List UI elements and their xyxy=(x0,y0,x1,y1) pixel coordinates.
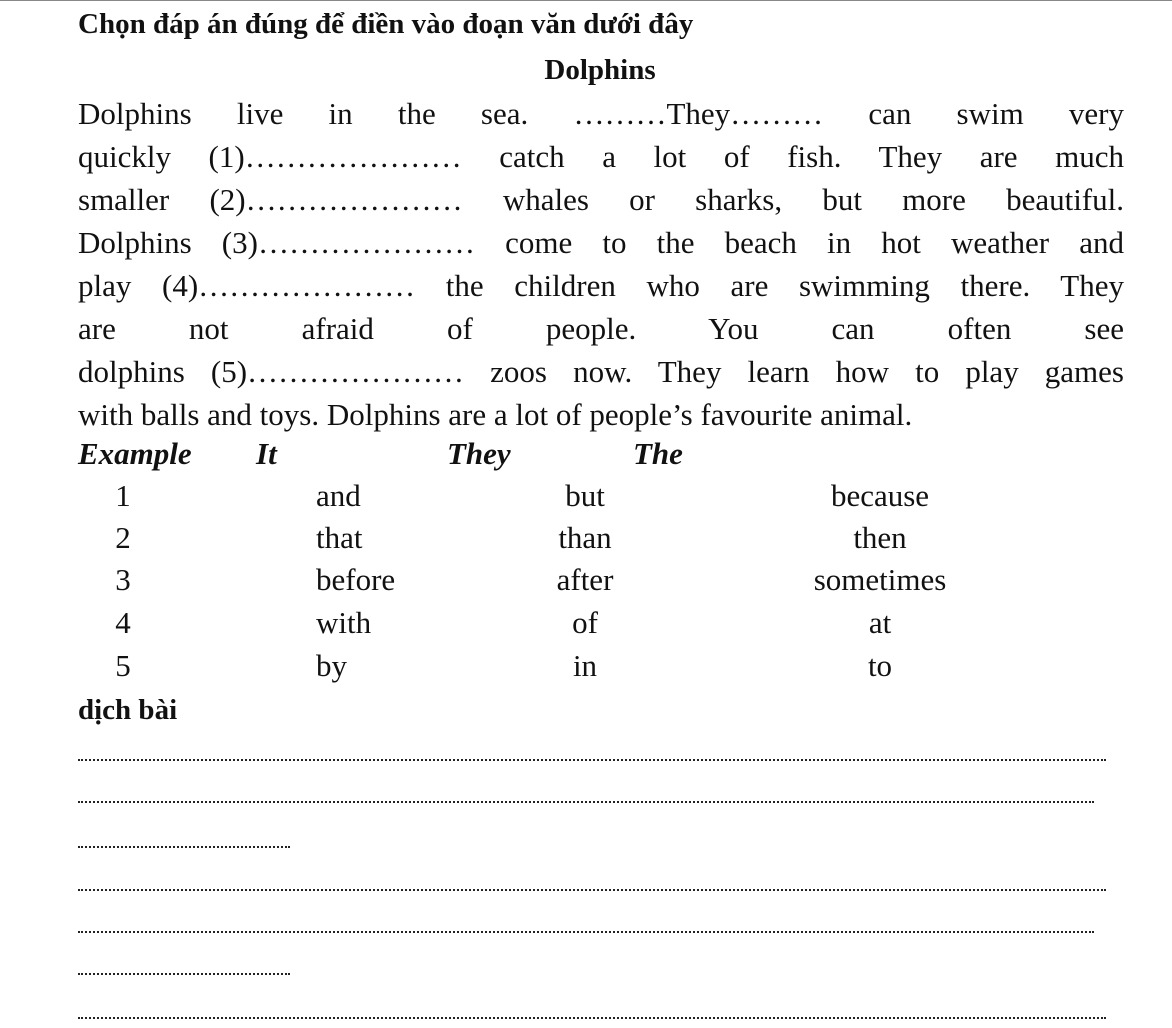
translate-label: dịch bài xyxy=(78,694,178,726)
question-option-b: after xyxy=(556,562,614,597)
question-option-b: in xyxy=(572,648,598,683)
passage-line: with balls and toys. Dolphins are a lot of people’s favourite animal. xyxy=(78,397,913,432)
question-option-c: then xyxy=(853,520,907,555)
question-option-a: before xyxy=(316,562,396,597)
question-option-b: than xyxy=(558,520,612,555)
top-border-line xyxy=(0,0,1172,1)
question-option-c: to xyxy=(867,648,893,683)
answer-dotted-line xyxy=(78,801,1094,803)
example-option-c: The xyxy=(633,436,683,471)
question-option-a: with xyxy=(316,605,372,640)
question-option-b: of xyxy=(572,605,598,640)
passage-line: are not afraid of people. You can often see xyxy=(78,311,1124,346)
answer-dotted-line xyxy=(78,1017,1106,1019)
question-option-c: sometimes xyxy=(813,562,947,597)
passage-line: Dolphins (3)………………… come to the beach in hot weather and xyxy=(78,225,1124,260)
example-option-b: They xyxy=(447,436,511,471)
question-option-a: that xyxy=(316,520,363,555)
question-option-a: and xyxy=(316,478,361,513)
example-option-a: It xyxy=(256,436,277,471)
passage-paragraph xyxy=(78,92,1124,436)
question-option-c: because xyxy=(830,478,930,513)
question-option-c: at xyxy=(868,605,892,640)
instruction-heading: Chọn đáp án đúng để điền vào đoạn văn dưới đây xyxy=(78,8,694,40)
question-number: 5 xyxy=(115,648,131,683)
answer-dotted-line xyxy=(78,889,1106,891)
passage-line: dolphins (5)………………… zoos now. They learn how to play games xyxy=(78,354,1124,389)
answer-dotted-line xyxy=(78,931,1094,933)
question-number: 2 xyxy=(115,520,131,555)
question-option-a: by xyxy=(316,648,347,683)
passage-line: Dolphins live in the sea. ………They……… can swim very xyxy=(78,96,1124,131)
question-number: 1 xyxy=(115,478,131,513)
passage-line: play (4)………………… the children who are swimming there. They xyxy=(78,268,1124,303)
question-number: 4 xyxy=(115,605,131,640)
passage-line: quickly (1)………………… catch a lot of fish. They are much xyxy=(78,139,1124,174)
example-label: Example xyxy=(78,436,192,471)
passage-line: smaller (2)………………… whales or sharks, but more beautiful. xyxy=(78,182,1124,217)
answer-dotted-line xyxy=(78,846,290,848)
question-option-b: but xyxy=(565,478,605,513)
answer-dotted-line xyxy=(78,973,290,975)
question-number: 3 xyxy=(115,562,131,597)
answer-dotted-line xyxy=(78,759,1106,761)
passage-title: Dolphins xyxy=(544,54,656,86)
